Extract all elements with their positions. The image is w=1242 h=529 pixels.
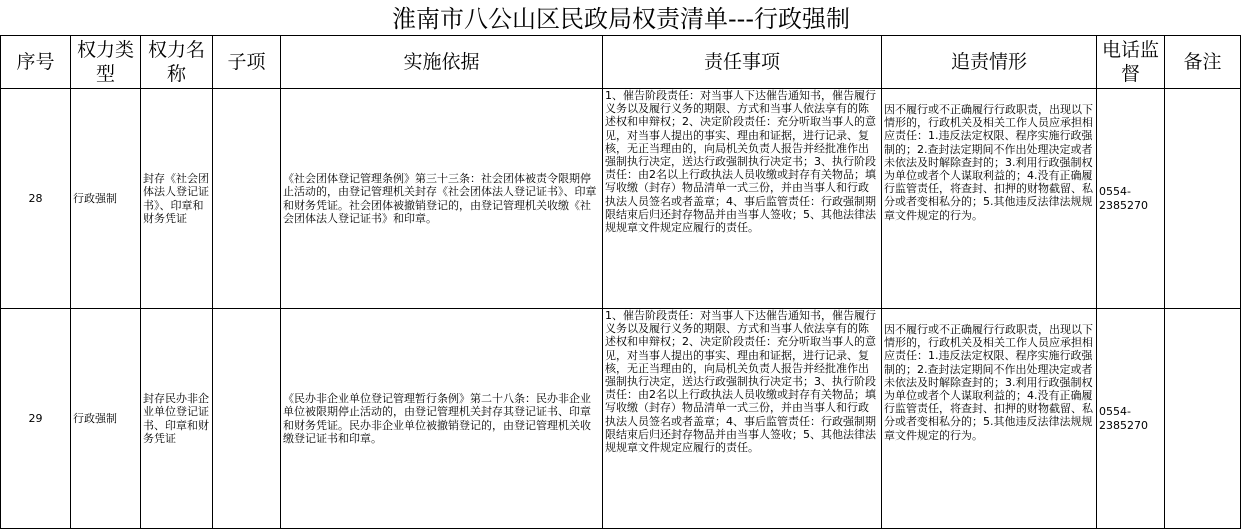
cell-accountability: 因不履行或不正确履行行政职责，出现以下情形的，行政机关及相关工作人员应承担相应责任：1.违反法定权限、程序实施行政强制的；2.查封法定期间不作出处理决定或者未依法及时解除查封的；3.利用行政强制权为单位或者个人谋取利益的；4.没有正确履行监管责任，将查封、扣押的财物截留、私分或者变相私分的；5.其他违反法律法规规章文件规定的行为。 — [882, 309, 1097, 529]
cell-phone: 0554-2385270 — [1097, 309, 1165, 529]
cell-seq: 29 — [1, 309, 71, 529]
header-basis: 实施依据 — [281, 36, 603, 89]
header-row — [1, 36, 1241, 89]
cell-phone: 0554-2385270 — [1097, 89, 1165, 309]
cell-remarks — [1165, 309, 1241, 529]
header-responsibility: 责任事项 — [603, 36, 882, 89]
header-power-type: 权力类型 — [71, 36, 141, 89]
cell-seq: 28 — [1, 89, 71, 309]
cell-basis: 《民办非企业单位登记管理暂行条例》第二十八条：民办非企业单位被限期停止活动的，由登记管理机关封存其登记证书、印章和财务凭证。民办非企业单位被撤销登记的，由登记管理机关收缴登记证书和印章。 — [281, 309, 603, 529]
header-phone: 电话监督 — [1097, 36, 1165, 89]
cell-basis: 《社会团体登记管理条例》第三十三条：社会团体被责令限期停止活动的，由登记管理机关封存《社会团体法人登记证书》、印章和财务凭证。社会团体被撤销登记的，由登记管理机关收缴《社会团体法人登记证书》和印章。 — [281, 89, 603, 309]
table-row — [1, 89, 1241, 309]
table-row — [1, 309, 1241, 529]
cell-sub-item — [213, 89, 281, 309]
header-sub-item: 子项 — [213, 36, 281, 89]
page-title: 淮南市八公山区民政局权责清单---行政强制 — [392, 5, 850, 33]
cell-accountability: 因不履行或不正确履行行政职责，出现以下情形的，行政机关及相关工作人员应承担相应责任：1.违反法定权限、程序实施行政强制的；2.查封法定期间不作出处理决定或者未依法及时解除查封的；3.利用行政强制权为单位或者个人谋取利益的；4.没有正确履行监管责任，将查封、扣押的财物截留、私分或者变相私分的；5.其他违反法律法规规章文件规定的行为。 — [882, 89, 1097, 309]
cell-responsibility: 1、催告阶段责任：对当事人下达催告通知书，催告履行义务以及履行义务的期限、方式和当事人依法享有的陈述权和申辩权；2、决定阶段责任：充分听取当事人的意见，对当事人提出的事实、理由和证据，进行记录、复核，无正当理由的，向局机关负责人报告并经批准作出强制执行决定，送达行政强制执行决定书；3、执行阶段责任：由2名以上行政执法人员收缴或封存有关物品；填写收缴（封存）物品清单一式三份，并由当事人和行政执法人员签名或者盖章；4、事后监管责任：行政强制期限结束后归还封存物品并由当事人签收；5、其他法律法规规章文件规定应履行的责任。 — [603, 89, 882, 309]
cell-sub-item — [213, 309, 281, 529]
cell-power-name: 封存《社会团体法人登记证书》、印章和财务凭证 — [141, 89, 213, 309]
cell-remarks — [1165, 89, 1241, 309]
cell-power-name: 封存民办非企业单位登记证书、印章和财务凭证 — [141, 309, 213, 529]
header-power-name: 权力名称 — [141, 36, 213, 89]
cell-power-type: 行政强制 — [71, 309, 141, 529]
responsibility-table — [0, 35, 1241, 529]
header-accountability: 追责情形 — [882, 36, 1097, 89]
cell-power-type: 行政强制 — [71, 89, 141, 309]
header-seq: 序号 — [1, 36, 71, 89]
header-remarks: 备注 — [1165, 36, 1241, 89]
cell-responsibility: 1、催告阶段责任：对当事人下达催告通知书，催告履行义务以及履行义务的期限、方式和当事人依法享有的陈述权和申辩权；2、决定阶段责任：充分听取当事人的意见，对当事人提出的事实、理由和证据，进行记录、复核，无正当理由的，向局机关负责人报告并经批准作出强制执行决定，送达行政强制执行决定书；3、执行阶段责任：由2名以上行政执法人员收缴或封存有关物品；填写收缴（封存）物品清单一式三份，并由当事人和行政执法人员签名或者盖章；4、事后监管责任：行政强制期限结束后归还封存物品并由当事人签收；5、其他法律法规规章文件规定应履行的责任。 — [603, 309, 882, 529]
